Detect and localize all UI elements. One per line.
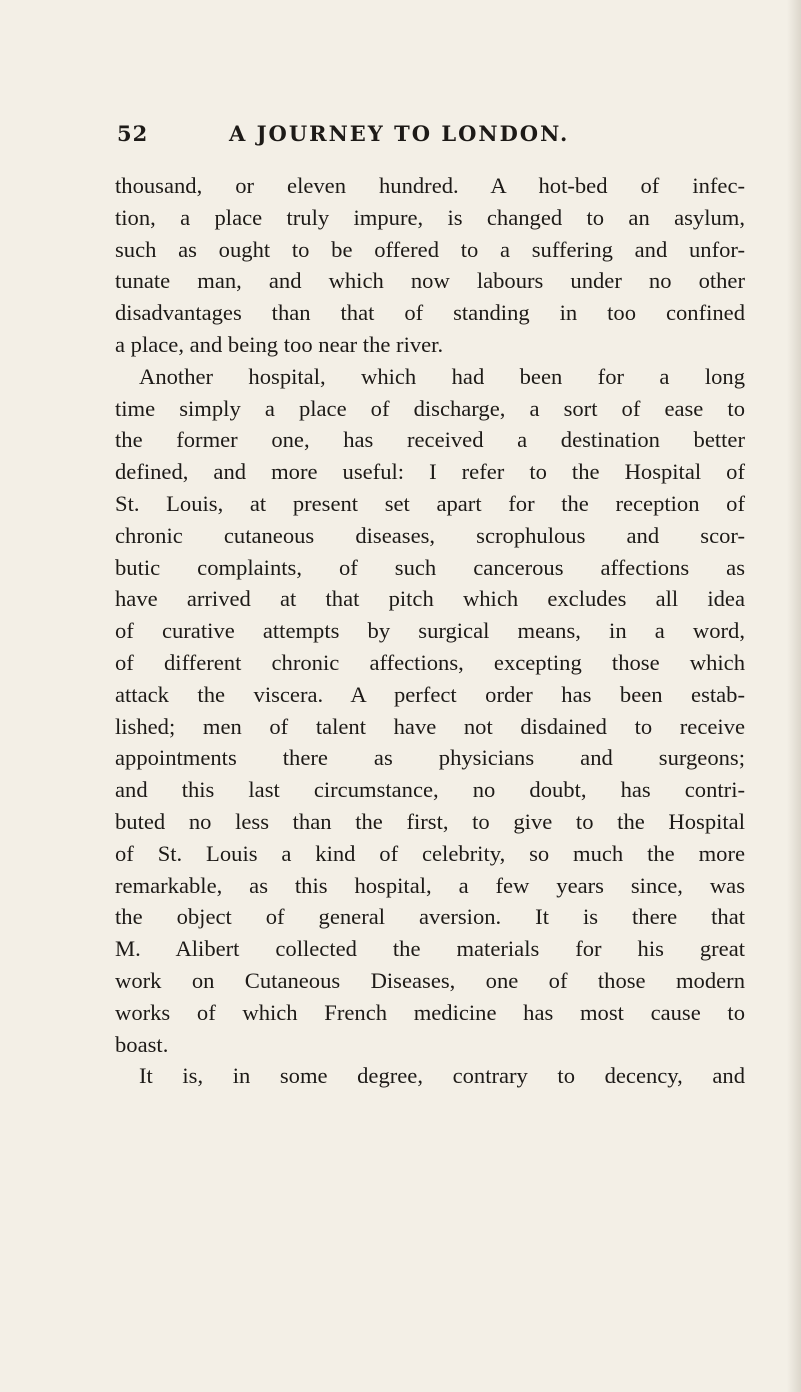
text-line: Another hospital, which had been for a long [139, 363, 745, 389]
text-line: and this last circumstance, no doubt, has contri- [115, 777, 745, 803]
text-line: tunate man, and which now labours under no other [115, 268, 745, 294]
text-line: of different chronic affections, excepting those which [115, 649, 745, 675]
text-line: work on Cutaneous Diseases, one of those modern [115, 967, 745, 993]
page-number: 52 [117, 121, 149, 146]
text-line: time simply a place of discharge, a sort of ease to [115, 395, 745, 421]
text-line: butic complaints, of such cancerous affections as [115, 554, 745, 580]
running-title: A JOURNEY TO LONDON. [229, 121, 570, 146]
text-line: the former one, has received a destination better [115, 427, 745, 453]
text-line: have arrived at that pitch which excludes all idea [115, 586, 745, 612]
text-line: remarkable, as this hospital, a few years since, was [115, 872, 745, 898]
text-line: of curative attempts by surgical means, in a word, [115, 618, 745, 644]
page-header [117, 121, 735, 151]
text-line: lished; men of talent have not disdained to receive [115, 713, 745, 739]
text-line: St. Louis, at present set apart for the reception of [115, 490, 745, 516]
text-line: buted no less than the first, to give to the Hospital [115, 808, 745, 834]
text-line: the object of general aversion. It is there that [115, 904, 745, 930]
text-line: defined, and more useful: I refer to the Hospital of [115, 459, 745, 485]
text-line: M. Alibert collected the materials for his great [115, 936, 745, 962]
text-line: tion, a place truly impure, is changed to an asylum, [115, 204, 745, 230]
text-line: appointments there as physicians and surgeons; [115, 745, 745, 771]
text-line: of St. Louis a kind of celebrity, so much the more [115, 840, 745, 866]
text-line: attack the viscera. A perfect order has been estab- [115, 681, 745, 707]
text-line: It is, in some degree, contrary to decency, and [139, 1063, 745, 1089]
text-line: a place, and being too near the river. [115, 331, 444, 357]
text-line: disadvantages than that of standing in too confined [115, 300, 745, 326]
page-edge-shadow [787, 0, 801, 1392]
text-line: works of which French medicine has most cause to [115, 999, 745, 1025]
text-line: thousand, or eleven hundred. A hot-bed of infec- [115, 173, 745, 198]
text-line: chronic cutaneous diseases, scrophulous and scor- [115, 522, 745, 548]
text-line: such as ought to be offered to a suffering and unfor- [115, 236, 745, 262]
text-line: boast. [115, 1031, 169, 1057]
body-text [115, 170, 745, 1092]
